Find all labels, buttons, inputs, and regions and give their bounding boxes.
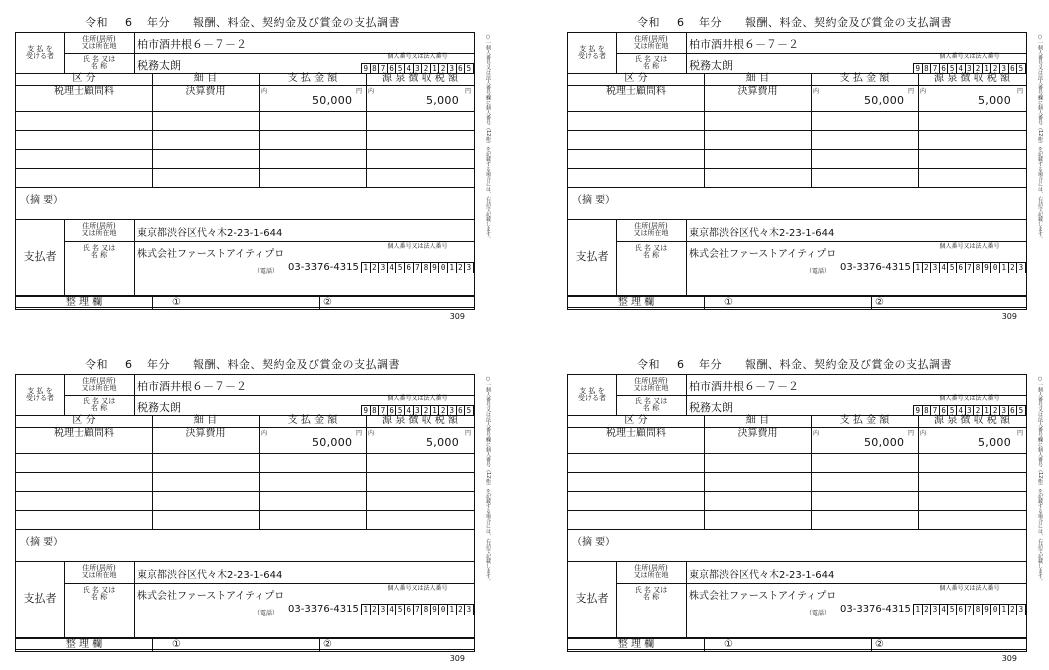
recipient-name: 税務太朗 bbox=[137, 401, 181, 414]
header-tax: 源 泉 徴 収 税 額 bbox=[934, 414, 1010, 426]
id-digit: 2 bbox=[974, 406, 983, 416]
id-digit: 2 bbox=[1009, 605, 1018, 615]
payer-name: 株式会社ファーストアイティプロ bbox=[137, 249, 285, 260]
payment-record-slip bbox=[15, 350, 491, 670]
payer-address: 東京都渋谷区代々木2-23-1-644 bbox=[689, 570, 835, 581]
id-digit: 1 bbox=[448, 605, 457, 615]
payer-name: 株式会社ファーストアイティプロ bbox=[689, 591, 837, 602]
payer-label: 支払者 bbox=[23, 250, 57, 264]
header-kubun: 区 分 bbox=[72, 72, 96, 84]
id-digit: 5 bbox=[465, 406, 474, 416]
amount-uchi-mark: 内 bbox=[261, 88, 268, 95]
id-digit: 4 bbox=[388, 605, 397, 615]
header-saimoku: 細 目 bbox=[745, 414, 770, 426]
payer-id-label: 個人番号又は法人番号 bbox=[387, 243, 448, 251]
recipient-name-label: 氏 名 又は 名 称 bbox=[634, 54, 668, 70]
payer-id-label: 個人番号又は法人番号 bbox=[939, 585, 1000, 593]
year-unit-label: 年分 bbox=[147, 358, 170, 371]
id-digit: 1 bbox=[914, 263, 923, 273]
id-digit: 3 bbox=[1017, 605, 1026, 615]
amount-yen-mark: 円 bbox=[356, 430, 363, 437]
recipient-id-label: 個人番号又は法人番号 bbox=[387, 53, 448, 61]
id-digit: 9 bbox=[362, 406, 371, 416]
id-digit: 2 bbox=[974, 64, 983, 74]
recipient-label: 支 払 を 受ける者 bbox=[578, 386, 606, 402]
form-title: 報酬、料金、契約金及び賞金の支払調書 bbox=[745, 358, 952, 371]
id-digit: 2 bbox=[1009, 263, 1018, 273]
era-label: 令和 bbox=[637, 16, 660, 29]
tax-uchi-mark: 内 bbox=[920, 88, 927, 95]
row-kubun: 税理士顧問料 bbox=[54, 427, 114, 439]
recipient-name: 税務太朗 bbox=[137, 59, 181, 72]
seiri-label: 整 理 欄 bbox=[65, 296, 103, 308]
id-digit: 3 bbox=[931, 605, 940, 615]
id-digit: 3 bbox=[414, 406, 423, 416]
form-table bbox=[567, 32, 1027, 308]
amount-yen-mark: 円 bbox=[908, 88, 915, 95]
id-digit: 4 bbox=[388, 263, 397, 273]
id-digit: 5 bbox=[1017, 64, 1026, 74]
seiri-field-1: ① bbox=[172, 639, 181, 650]
phone-number: 03-3376-4315 bbox=[288, 604, 359, 615]
id-digit: 9 bbox=[983, 263, 992, 273]
row-kubun: 税理士顧問料 bbox=[606, 427, 666, 439]
id-digit: 8 bbox=[923, 64, 932, 74]
id-digit: 9 bbox=[431, 605, 440, 615]
id-digit: 2 bbox=[422, 64, 431, 74]
phone-number: 03-3376-4315 bbox=[840, 604, 911, 615]
id-digit: 3 bbox=[379, 605, 388, 615]
id-digit: 1 bbox=[1000, 605, 1009, 615]
id-digit: 0 bbox=[991, 263, 1000, 273]
recipient-address: 柏市酒井根６－７－２ bbox=[137, 38, 247, 51]
row-saimoku: 決算費用 bbox=[185, 85, 226, 97]
id-digit: 6 bbox=[457, 64, 466, 74]
payer-address-label: 住所(居所) 又は所在地 bbox=[633, 221, 669, 237]
recipient-address-label: 住所(居所) 又は所在地 bbox=[81, 34, 117, 50]
recipient-label: 支 払 を 受ける者 bbox=[578, 44, 606, 60]
id-digit: 3 bbox=[966, 406, 975, 416]
id-digit: 8 bbox=[371, 64, 380, 74]
id-digit: 7 bbox=[379, 64, 388, 74]
header-tax: 源 泉 徴 収 税 額 bbox=[382, 72, 458, 84]
payer-name-label: 氏 名 又は 名 称 bbox=[82, 243, 116, 259]
id-digit: 3 bbox=[966, 64, 975, 74]
recipient-id-label: 個人番号又は法人番号 bbox=[387, 395, 448, 403]
id-digit: 8 bbox=[974, 263, 983, 273]
seiri-field-1: ① bbox=[724, 297, 733, 308]
payer-name-label: 氏 名 又は 名 称 bbox=[634, 585, 668, 601]
row-saimoku: 決算費用 bbox=[737, 85, 778, 97]
recipient-name-label: 氏 名 又は 名 称 bbox=[82, 396, 116, 412]
recipient-id-label: 個人番号又は法人番号 bbox=[939, 53, 1000, 61]
year-value: 6 bbox=[677, 358, 685, 371]
recipient-address-label: 住所(居所) 又は所在地 bbox=[633, 376, 669, 392]
phone-label: （電話） bbox=[806, 268, 831, 275]
withholding-tax: 5,000 bbox=[426, 436, 459, 449]
id-digit: 5 bbox=[948, 64, 957, 74]
header-saimoku: 細 目 bbox=[193, 72, 218, 84]
id-digit: 6 bbox=[405, 263, 414, 273]
payment-record-slip bbox=[567, 350, 1043, 670]
year-unit-label: 年分 bbox=[147, 16, 170, 29]
id-digit: 3 bbox=[414, 64, 423, 74]
seiri-field-1: ① bbox=[172, 297, 181, 308]
id-digit: 3 bbox=[379, 263, 388, 273]
side-note: ○一個人番号又は法人番号欄に個人番号（12桁）を記載する場合には、右詰で記載します。 bbox=[1037, 376, 1043, 584]
tax-uchi-mark: 内 bbox=[368, 430, 375, 437]
payer-id-label: 個人番号又は法人番号 bbox=[939, 243, 1000, 251]
header-amount: 支 払 金 額 bbox=[839, 72, 890, 84]
side-note: ○一個人番号又は法人番号欄に個人番号（12桁）を記載する場合には、右詰で記載します。 bbox=[1037, 34, 1043, 242]
seiri-field-2: ② bbox=[875, 297, 884, 308]
id-digit: 3 bbox=[1000, 406, 1009, 416]
year-unit-label: 年分 bbox=[699, 358, 722, 371]
id-digit: 1 bbox=[431, 64, 440, 74]
seiri-row bbox=[567, 638, 1027, 652]
id-digit: 6 bbox=[388, 64, 397, 74]
amount-yen-mark: 円 bbox=[908, 430, 915, 437]
id-digit: 1 bbox=[362, 263, 371, 273]
slip-title bbox=[637, 14, 952, 30]
seiri-row bbox=[15, 638, 475, 652]
tax-uchi-mark: 内 bbox=[368, 88, 375, 95]
id-digit: 9 bbox=[431, 263, 440, 273]
header-saimoku: 細 目 bbox=[745, 72, 770, 84]
payment-amount: 50,000 bbox=[312, 436, 353, 449]
payer-label: 支払者 bbox=[575, 592, 609, 606]
form-number: 309 bbox=[449, 654, 465, 663]
row-kubun: 税理士顧問料 bbox=[54, 85, 114, 97]
id-digit: 4 bbox=[957, 64, 966, 74]
id-digit: 2 bbox=[439, 64, 448, 74]
payer-id-digits bbox=[913, 604, 1026, 615]
seiri-field-2: ② bbox=[875, 639, 884, 650]
payer-id-digits bbox=[361, 604, 474, 615]
id-digit: 3 bbox=[465, 263, 474, 273]
recipient-label: 支 払 を 受ける者 bbox=[26, 44, 54, 60]
header-amount: 支 払 金 額 bbox=[839, 414, 890, 426]
row-saimoku: 決算費用 bbox=[737, 427, 778, 439]
payer-name: 株式会社ファーストアイティプロ bbox=[689, 249, 837, 260]
withholding-tax: 5,000 bbox=[978, 436, 1011, 449]
id-digit: 0 bbox=[439, 605, 448, 615]
seiri-label: 整 理 欄 bbox=[617, 296, 655, 308]
id-digit: 5 bbox=[1017, 406, 1026, 416]
header-amount: 支 払 金 額 bbox=[287, 72, 338, 84]
id-digit: 4 bbox=[940, 263, 949, 273]
seiri-field-2: ② bbox=[323, 639, 332, 650]
recipient-name-label: 氏 名 又は 名 称 bbox=[634, 396, 668, 412]
amount-uchi-mark: 内 bbox=[261, 430, 268, 437]
era-label: 令和 bbox=[637, 358, 660, 371]
payer-id-digits bbox=[913, 262, 1026, 273]
era-label: 令和 bbox=[85, 16, 108, 29]
id-digit: 2 bbox=[991, 406, 1000, 416]
id-digit: 1 bbox=[362, 605, 371, 615]
id-digit: 6 bbox=[388, 406, 397, 416]
year-value: 6 bbox=[125, 358, 133, 371]
id-digit: 5 bbox=[396, 263, 405, 273]
slip-title bbox=[637, 356, 952, 372]
form-title: 報酬、料金、契約金及び賞金の支払調書 bbox=[745, 16, 952, 29]
row-saimoku: 決算費用 bbox=[185, 427, 226, 439]
id-digit: 3 bbox=[465, 605, 474, 615]
id-digit: 6 bbox=[957, 263, 966, 273]
id-digit: 5 bbox=[465, 64, 474, 74]
id-digit: 6 bbox=[405, 605, 414, 615]
phone-number: 03-3376-4315 bbox=[288, 262, 359, 273]
id-digit: 1 bbox=[431, 406, 440, 416]
withholding-tax: 5,000 bbox=[978, 94, 1011, 107]
payer-id-label: 個人番号又は法人番号 bbox=[387, 585, 448, 593]
id-digit: 7 bbox=[414, 263, 423, 273]
payer-label: 支払者 bbox=[575, 250, 609, 264]
payment-amount: 50,000 bbox=[864, 94, 905, 107]
year-value: 6 bbox=[677, 16, 685, 29]
payer-address-label: 住所(居所) 又は所在地 bbox=[81, 221, 117, 237]
id-digit: 7 bbox=[931, 64, 940, 74]
side-note: ○一個人番号又は法人番号欄に個人番号（12桁）を記載する場合には、右詰で記載します。 bbox=[485, 34, 491, 242]
phone-label: （電話） bbox=[806, 610, 831, 617]
id-digit: 0 bbox=[439, 263, 448, 273]
id-digit: 2 bbox=[439, 406, 448, 416]
seiri-field-1: ① bbox=[724, 639, 733, 650]
id-digit: 2 bbox=[371, 263, 380, 273]
recipient-name: 税務太朗 bbox=[689, 59, 733, 72]
slip-title bbox=[85, 14, 400, 30]
summary-label: （摘 要） bbox=[20, 537, 64, 548]
payer-name-label: 氏 名 又は 名 称 bbox=[634, 243, 668, 259]
tax-uchi-mark: 内 bbox=[920, 430, 927, 437]
seiri-label: 整 理 欄 bbox=[65, 638, 103, 650]
id-digit: 1 bbox=[914, 605, 923, 615]
id-digit: 6 bbox=[457, 406, 466, 416]
id-digit: 4 bbox=[405, 406, 414, 416]
tax-yen-mark: 円 bbox=[1017, 430, 1024, 437]
id-digit: 8 bbox=[974, 605, 983, 615]
seiri-field-2: ② bbox=[323, 297, 332, 308]
payer-id-digits bbox=[361, 262, 474, 273]
header-amount: 支 払 金 額 bbox=[287, 414, 338, 426]
form-table bbox=[15, 374, 475, 650]
id-digit: 2 bbox=[457, 263, 466, 273]
id-digit: 1 bbox=[983, 406, 992, 416]
id-digit: 9 bbox=[983, 605, 992, 615]
header-kubun: 区 分 bbox=[72, 414, 96, 426]
recipient-label: 支 払 を 受ける者 bbox=[26, 386, 54, 402]
header-kubun: 区 分 bbox=[624, 414, 648, 426]
id-digit: 6 bbox=[940, 406, 949, 416]
form-title: 報酬、料金、契約金及び賞金の支払調書 bbox=[193, 358, 400, 371]
payer-label: 支払者 bbox=[23, 592, 57, 606]
year-value: 6 bbox=[125, 16, 133, 29]
phone-label: （電話） bbox=[254, 268, 279, 275]
recipient-address-label: 住所(居所) 又は所在地 bbox=[633, 34, 669, 50]
payment-record-slip bbox=[567, 8, 1043, 328]
form-number: 309 bbox=[1001, 312, 1017, 321]
id-digit: 1 bbox=[1000, 263, 1009, 273]
id-digit: 4 bbox=[957, 406, 966, 416]
header-tax: 源 泉 徴 収 税 額 bbox=[382, 414, 458, 426]
amount-uchi-mark: 内 bbox=[813, 430, 820, 437]
tax-yen-mark: 円 bbox=[465, 430, 472, 437]
id-digit: 5 bbox=[948, 263, 957, 273]
form-title: 報酬、料金、契約金及び賞金の支払調書 bbox=[193, 16, 400, 29]
phone-label: （電話） bbox=[254, 610, 279, 617]
withholding-tax: 5,000 bbox=[426, 94, 459, 107]
id-digit: 8 bbox=[923, 406, 932, 416]
id-digit: 7 bbox=[414, 605, 423, 615]
recipient-address: 柏市酒井根６－７－２ bbox=[137, 380, 247, 393]
id-digit: 7 bbox=[966, 263, 975, 273]
payment-amount: 50,000 bbox=[864, 436, 905, 449]
payment-amount: 50,000 bbox=[312, 94, 353, 107]
header-saimoku: 細 目 bbox=[193, 414, 218, 426]
summary-label: （摘 要） bbox=[20, 195, 64, 206]
id-digit: 5 bbox=[948, 406, 957, 416]
payer-address-label: 住所(居所) 又は所在地 bbox=[633, 563, 669, 579]
payer-name: 株式会社ファーストアイティプロ bbox=[137, 591, 285, 602]
id-digit: 0 bbox=[991, 605, 1000, 615]
id-digit: 9 bbox=[914, 64, 923, 74]
form-table bbox=[15, 32, 475, 308]
id-digit: 7 bbox=[966, 605, 975, 615]
id-digit: 8 bbox=[371, 406, 380, 416]
id-digit: 8 bbox=[422, 263, 431, 273]
recipient-address-label: 住所(居所) 又は所在地 bbox=[81, 376, 117, 392]
tax-yen-mark: 円 bbox=[1017, 88, 1024, 95]
payment-record-slip bbox=[15, 8, 491, 328]
id-digit: 5 bbox=[396, 605, 405, 615]
id-digit: 2 bbox=[422, 406, 431, 416]
summary-label: （摘 要） bbox=[572, 195, 616, 206]
side-note: ○一個人番号又は法人番号欄に個人番号（12桁）を記載する場合には、右詰で記載します。 bbox=[485, 376, 491, 584]
id-digit: 9 bbox=[362, 64, 371, 74]
id-digit: 1 bbox=[983, 64, 992, 74]
id-digit: 4 bbox=[940, 605, 949, 615]
id-digit: 3 bbox=[1000, 64, 1009, 74]
id-digit: 2 bbox=[923, 263, 932, 273]
id-digit: 3 bbox=[448, 406, 457, 416]
id-digit: 7 bbox=[379, 406, 388, 416]
id-digit: 3 bbox=[448, 64, 457, 74]
payer-name-label: 氏 名 又は 名 称 bbox=[82, 585, 116, 601]
form-number: 309 bbox=[449, 312, 465, 321]
header-tax: 源 泉 徴 収 税 額 bbox=[934, 72, 1010, 84]
id-digit: 4 bbox=[405, 64, 414, 74]
seiri-label: 整 理 欄 bbox=[617, 638, 655, 650]
id-digit: 2 bbox=[371, 605, 380, 615]
slip-title bbox=[85, 356, 400, 372]
id-digit: 7 bbox=[931, 406, 940, 416]
seiri-row bbox=[567, 296, 1027, 310]
recipient-name-label: 氏 名 又は 名 称 bbox=[82, 54, 116, 70]
payer-address: 東京都渋谷区代々木2-23-1-644 bbox=[137, 570, 283, 581]
id-digit: 5 bbox=[948, 605, 957, 615]
summary-label: （摘 要） bbox=[572, 537, 616, 548]
id-digit: 6 bbox=[940, 64, 949, 74]
id-digit: 1 bbox=[448, 263, 457, 273]
id-digit: 9 bbox=[914, 406, 923, 416]
payer-address-label: 住所(居所) 又は所在地 bbox=[81, 563, 117, 579]
id-digit: 2 bbox=[923, 605, 932, 615]
id-digit: 8 bbox=[422, 605, 431, 615]
recipient-address: 柏市酒井根６－７－２ bbox=[689, 380, 799, 393]
row-kubun: 税理士顧問料 bbox=[606, 85, 666, 97]
year-unit-label: 年分 bbox=[699, 16, 722, 29]
payer-address: 東京都渋谷区代々木2-23-1-644 bbox=[689, 228, 835, 239]
amount-yen-mark: 円 bbox=[356, 88, 363, 95]
era-label: 令和 bbox=[85, 358, 108, 371]
id-digit: 2 bbox=[457, 605, 466, 615]
id-digit: 5 bbox=[396, 406, 405, 416]
id-digit: 5 bbox=[396, 64, 405, 74]
amount-uchi-mark: 内 bbox=[813, 88, 820, 95]
id-digit: 3 bbox=[931, 263, 940, 273]
id-digit: 6 bbox=[957, 605, 966, 615]
recipient-id-label: 個人番号又は法人番号 bbox=[939, 395, 1000, 403]
phone-number: 03-3376-4315 bbox=[840, 262, 911, 273]
form-table bbox=[567, 374, 1027, 650]
id-digit: 6 bbox=[1009, 406, 1018, 416]
tax-yen-mark: 円 bbox=[465, 88, 472, 95]
header-kubun: 区 分 bbox=[624, 72, 648, 84]
payer-address: 東京都渋谷区代々木2-23-1-644 bbox=[137, 228, 283, 239]
id-digit: 2 bbox=[991, 64, 1000, 74]
recipient-name: 税務太朗 bbox=[689, 401, 733, 414]
id-digit: 6 bbox=[1009, 64, 1018, 74]
form-number: 309 bbox=[1001, 654, 1017, 663]
recipient-address: 柏市酒井根６－７－２ bbox=[689, 38, 799, 51]
seiri-row bbox=[15, 296, 475, 310]
id-digit: 3 bbox=[1017, 263, 1026, 273]
